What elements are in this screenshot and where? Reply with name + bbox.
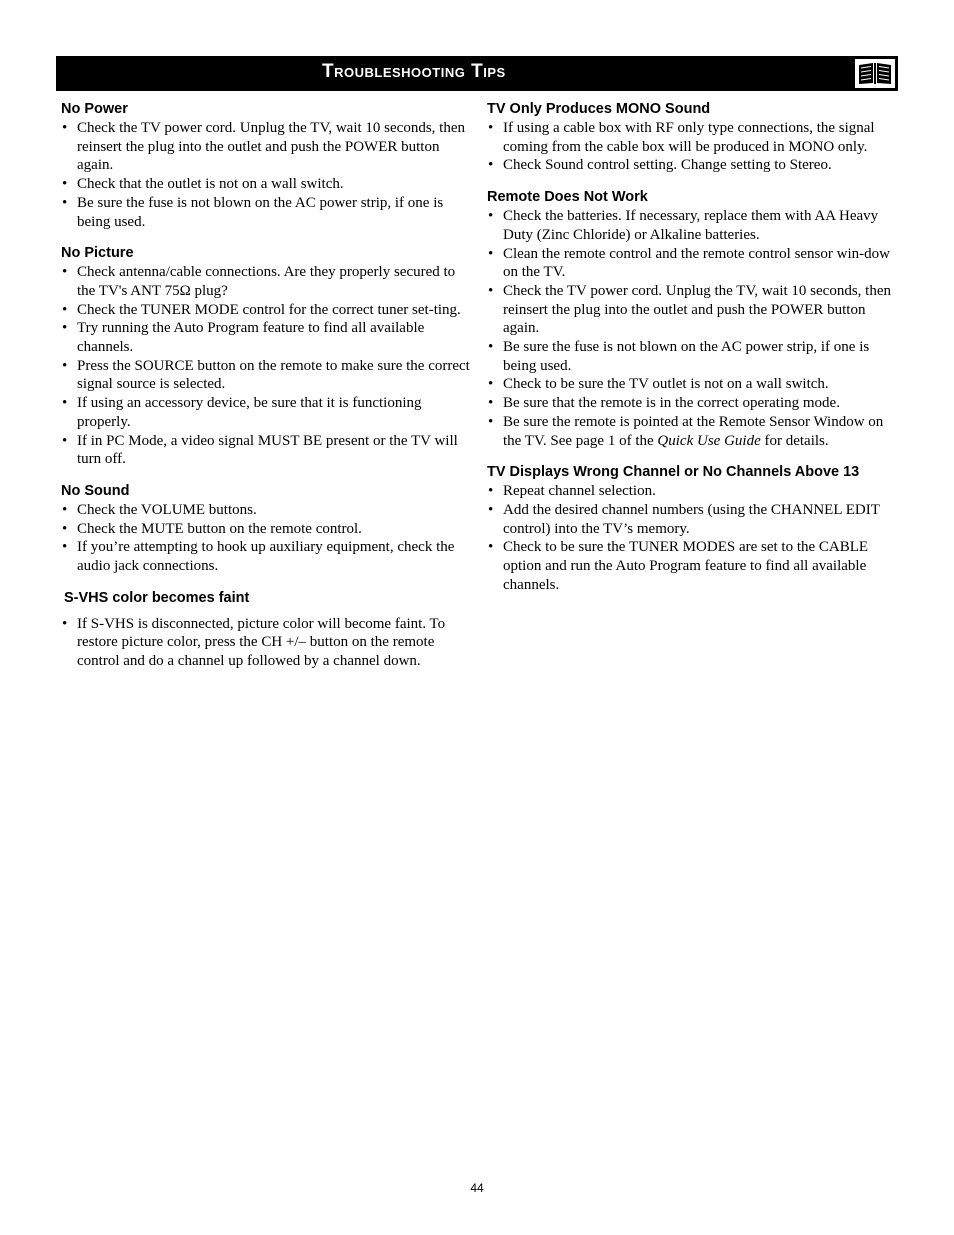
wrong-channel-heading: TV Displays Wrong Channel or No Channels Above 13 <box>487 464 860 481</box>
list-item: • Check the MUTE button on the remote control. <box>61 520 471 539</box>
list-item: • If using a cable box with RF only type connections, the signal coming from the cable box will be produced in MONO only. <box>487 119 897 156</box>
no-power-list <box>61 119 471 231</box>
remote-list <box>487 207 897 450</box>
list-item: • Be sure the fuse is not blown on the AC power strip, if one is being used. <box>61 194 471 231</box>
list-item: • Check the batteries. If necessary, replace them with AA Heavy Duty (Zinc Chloride) or Alkaline batteries. <box>487 207 897 244</box>
list-item: • Try running the Auto Program feature to find all available channels. <box>61 319 471 356</box>
list-item-text: for details. <box>760 432 829 449</box>
list-item: • Press the SOURCE button on the remote to make sure the correct signal source is selected. <box>61 357 471 394</box>
mono-sound-section <box>487 100 897 175</box>
list-item: • If in PC Mode, a video signal MUST BE present or the TV will turn off. <box>61 432 471 469</box>
no-sound-list <box>61 501 471 576</box>
list-item: • Add the desired channel numbers (using the CHANNEL EDIT control) into the TV’s memory. <box>487 501 897 538</box>
no-picture-heading: No Picture <box>61 245 134 262</box>
list-item-text: Be sure the remote is pointed at the Remote Sensor Window on the TV. See page 1 of the <box>503 413 884 449</box>
list-item: • If using an accessory device, be sure that it is functioning properly. <box>61 394 471 431</box>
list-item: • Check the TV power cord. Unplug the TV, wait 10 seconds, then reinsert the plug into the outlet and push the POWER button again. <box>487 282 897 338</box>
svhs-section <box>61 589 471 671</box>
list-item: • Check the TUNER MODE control for the correct tuner set-ting. <box>61 301 471 320</box>
no-sound-section <box>61 482 471 576</box>
list-item: • Repeat channel selection. <box>487 482 897 501</box>
book-icon-frame <box>854 58 896 89</box>
svhs-list <box>61 615 471 671</box>
wrong-channel-list <box>487 482 897 594</box>
list-item: • Check to be sure the TV outlet is not on a wall switch. <box>487 375 897 394</box>
remote-heading: Remote Does Not Work <box>487 189 648 206</box>
no-power-heading: No Power <box>61 101 128 117</box>
list-item: • If you’re attempting to hook up auxiliary equipment, check the audio jack connections. <box>61 538 471 575</box>
list-item: • Check the TV power cord. Unplug the TV, wait 10 seconds, then reinsert the plug into the outlet and push the POWER button again. <box>61 119 471 175</box>
wrong-channel-section <box>487 463 897 594</box>
no-power-section <box>61 100 471 231</box>
section-banner <box>56 56 898 91</box>
list-item: • Check Sound control setting. Change setting to Stereo. <box>487 156 897 175</box>
no-picture-section <box>61 244 471 469</box>
book-icon <box>857 61 893 86</box>
list-item <box>487 413 897 450</box>
svhs-heading: S-VHS color becomes faint <box>64 589 250 606</box>
no-sound-heading: No Sound <box>61 482 130 499</box>
list-item: • Check that the outlet is not on a wall switch. <box>61 175 471 194</box>
list-item: • If S-VHS is disconnected, picture color will become faint. To restore picture color, press the CH +/– button on the remote control and do a channel up followed by a channel down. <box>61 615 471 671</box>
remote-section <box>487 188 897 450</box>
no-picture-list <box>61 263 471 469</box>
list-item: • Check antenna/cable connections. Are they properly secured to the TV's ANT 75Ω plug? <box>61 263 471 300</box>
list-item: • Clean the remote control and the remote control sensor win-dow on the TV. <box>487 245 897 282</box>
page-number: 44 <box>470 1181 484 1195</box>
mono-sound-list <box>487 119 897 175</box>
page-title: Troubleshooting Tips <box>322 61 506 82</box>
mono-sound-heading: TV Only Produces MONO Sound <box>487 101 711 117</box>
list-item: • Check the VOLUME buttons. <box>61 501 471 520</box>
list-item: • Be sure the fuse is not blown on the AC power strip, if one is being used. <box>487 338 897 375</box>
left-column <box>61 100 471 684</box>
list-item: • Be sure that the remote is in the correct operating mode. <box>487 394 897 413</box>
guide-title: Quick Use Guide <box>657 432 761 449</box>
right-column <box>487 100 897 607</box>
list-item: • Check to be sure the TUNER MODES are set to the CABLE option and run the Auto Program feature to find all available channels. <box>487 538 897 594</box>
